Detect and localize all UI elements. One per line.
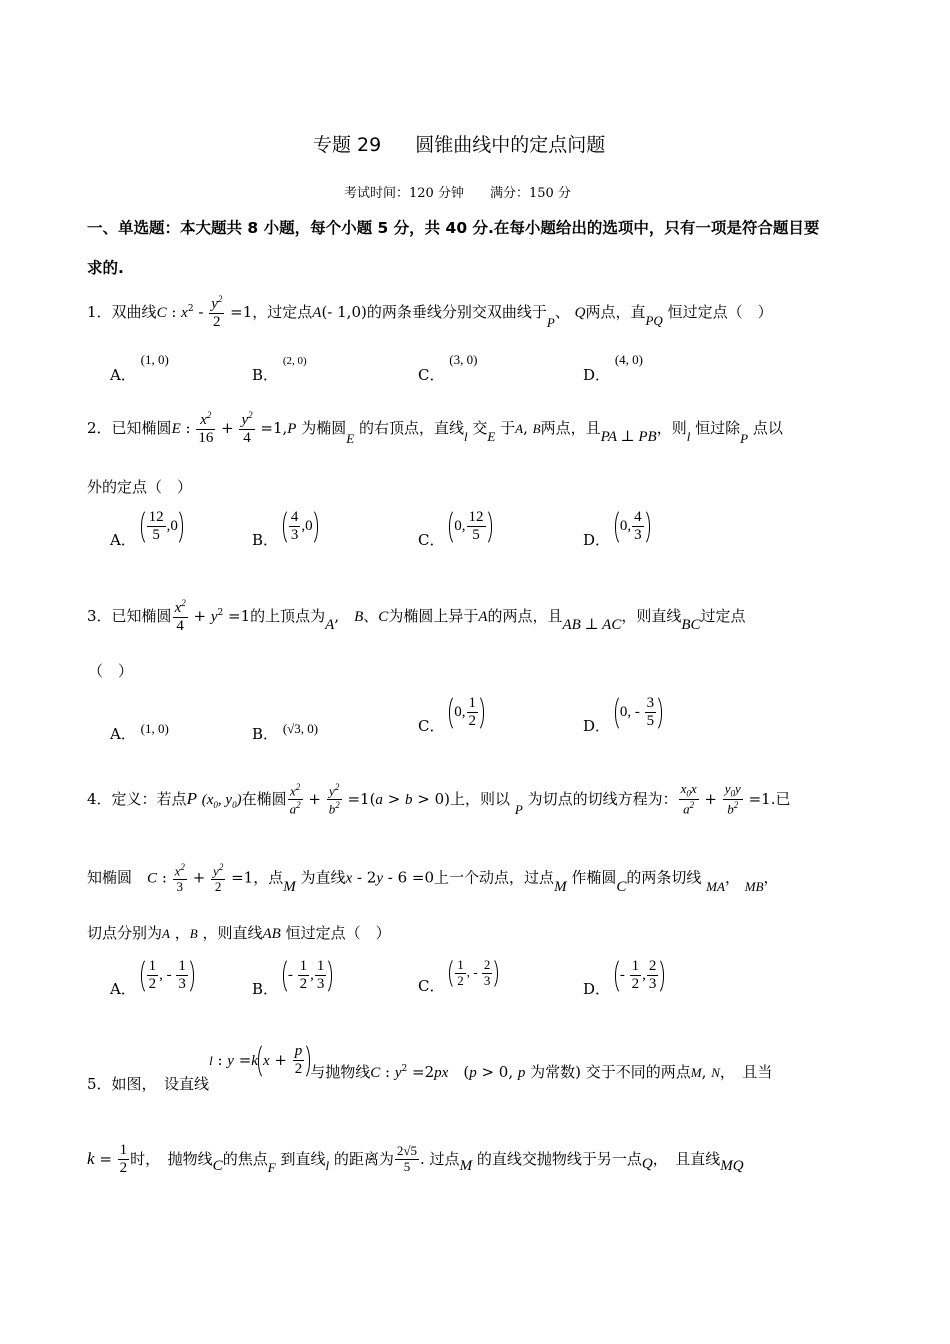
q4-option-b[interactable]: B． - $\frac{1}{2}$ , $\frac{1}{3}$ [252, 957, 332, 995]
q1-option-d[interactable]: D． (4, 0) [583, 352, 643, 384]
question-4: 4．定义：若点P ($x_0$, $y_0$)在椭圆 $\frac{x^2}{a^2}$ + $\frac{y^2}{b^2}$ =1(a > b > 0)上，则以 P 为切点的切线方程为： $\frac{x_0x}{a^2}$ + $\frac{y_0y}{b^2}$ =1.已 [87, 781, 791, 817]
exam-info: 考试时间：120 分钟 满分：150 分 [344, 186, 571, 201]
question-4-line3: 切点分别为A ，B ，则直线AB 恒过定点（ ） [87, 924, 391, 942]
question-2-cont: 外的定点（ ） [87, 478, 193, 496]
title-topic: 圆锥曲线中的定点问题 [415, 134, 606, 156]
q2-option-a[interactable]: A． $\frac{12}{5}$ ,0 [110, 508, 183, 546]
q2-option-d[interactable]: D． 0, $\frac{4}{3}$ [583, 508, 650, 546]
title-number: 专题 29 [313, 134, 382, 156]
q1-option-b[interactable]: B． (2, 0) [252, 355, 307, 384]
question-5: 5．如图， 设直线l : y =k x + $\frac{p}{2}$ 与抛物线C : $y^2 =2px$ (p > 0, p 为常数) 交于不同的两点M, N， 且当 [87, 1043, 773, 1093]
q1-option-c[interactable]: C． (3, 0) [418, 352, 478, 384]
q3-option-d[interactable]: D． 0, - $\frac{3}{5}$ [583, 694, 662, 732]
q3-option-a[interactable]: A． (1, 0) [110, 721, 169, 743]
section-heading-cont: 求的. [87, 259, 124, 277]
q3-option-b[interactable]: B． (√3, 0) [252, 721, 319, 743]
question-3-cont: （ ） [88, 662, 134, 680]
q2-option-b[interactable]: B． $\frac{4}{3}$ ,0 [252, 508, 318, 546]
q2-option-c[interactable]: C． 0, $\frac{12}{5}$ [418, 508, 492, 546]
section-heading: 一、单选题：本大题共 8 小题，每个小题 5 分，共 40 分.在每小题给出的选项中，只有一项是符合题目要 [87, 219, 820, 237]
page-title [313, 130, 605, 157]
question-2: 2．已知椭圆E : $\frac{x^2}{16}$ + $\frac{y^2}{4}$ =1,P 为椭圆E 的右顶点，直线l 交E 于A, B两点，且PA ⊥ PB，则l 恒过除P 点以 [87, 410, 783, 447]
question-3: 3．已知椭圆 $\frac{x^2}{4}$ + $y^2 =1$的上顶点为A, B、C为椭圆上异于A的两点，且AB ⊥ AC，则直线BC过定点 [87, 598, 746, 635]
question-5-line2: k = $\frac{1}{2}$ 时， 抛物线C的焦点F 到直线l 的距离为 $\frac{2√5}{5}$ . 过点M 的直线交抛物线于另一点Q， 且直线MQ [87, 1142, 744, 1177]
q4-option-c[interactable]: C． $\frac{1}{2}$ , - $\frac{2}{3}$ [418, 957, 498, 990]
q4-option-a[interactable]: A． $\frac{1}{2}$ , - $\frac{1}{3}$ [110, 957, 194, 995]
q4-option-d[interactable]: D． - $\frac{1}{2}$ , $\frac{2}{3}$ [583, 957, 664, 995]
q1-option-a[interactable]: A． (1, 0) [110, 352, 169, 384]
q3-option-c[interactable]: C． 0, $\frac{1}{2}$ [418, 694, 484, 732]
question-1: 1．双曲线C : $x^2$ - $\frac{y^2}{2}$ =1，过定点A(- 1,0)的两条垂线分别交双曲线于P、 Q两点，直PQ 恒过定点（ ） [87, 294, 773, 331]
question-4-line2: 知椭圆 C : $\frac{x^2}{3}$ + $\frac{y^2}{2}$ =1，点M 为直线x - 2y - 6 =0上一个动点，过点M 作椭圆C的两条切线 MA， MB， [87, 862, 779, 895]
